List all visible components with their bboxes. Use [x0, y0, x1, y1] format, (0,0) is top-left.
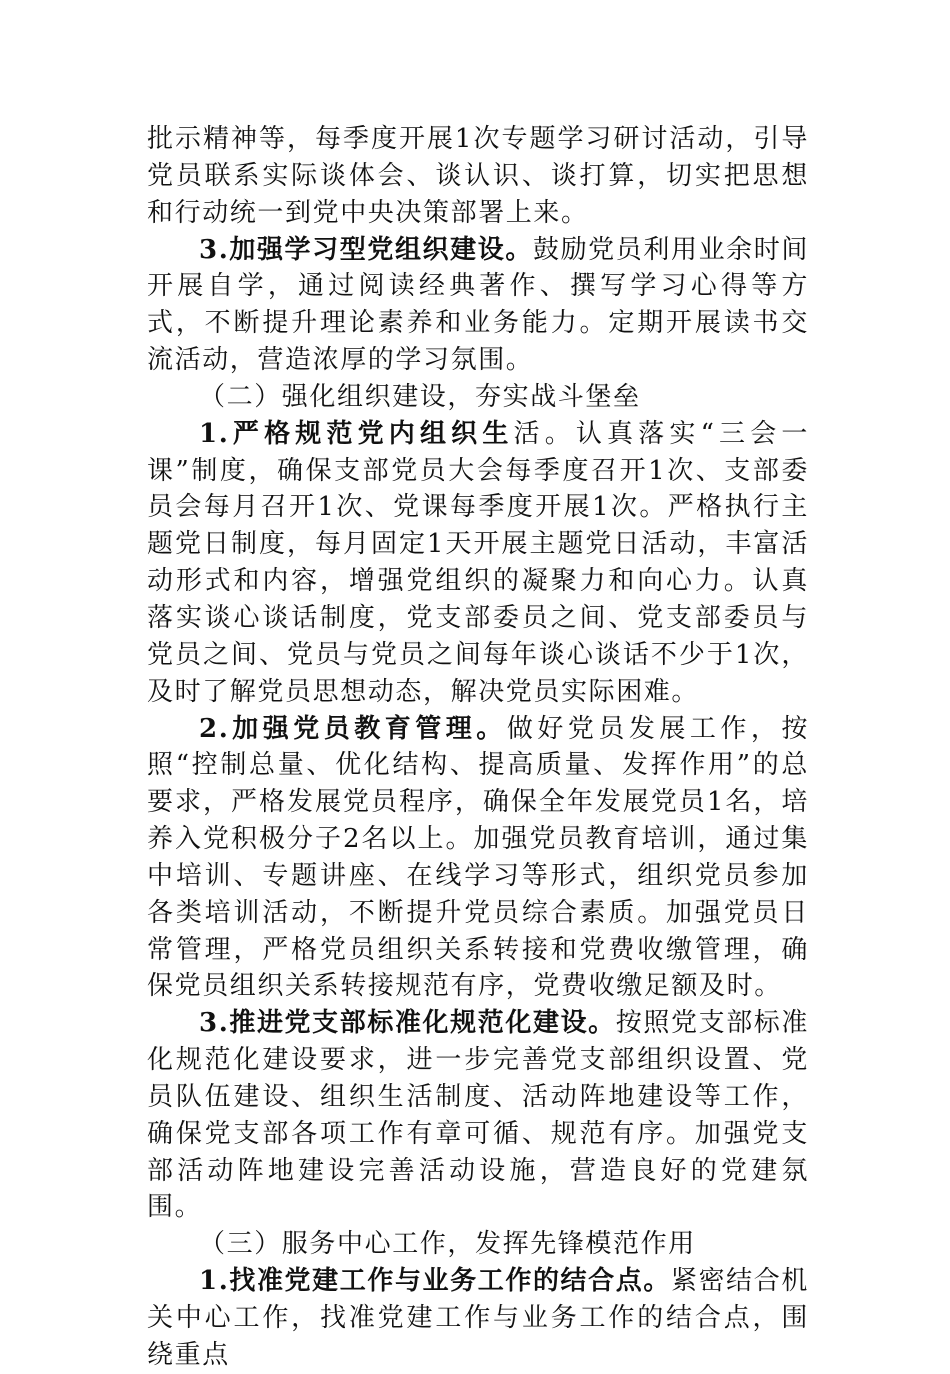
paragraph-text: 做好党员发展工作，按照“控制总量、优化结构、提高质量、发挥作用”的总要求，严格发展党员程序，确保全年发展党员1名，培养入党积极分子2名以上。加强党员教育培训，通过集中培训、专题讲座、在线学习等形式，组织党员参加各类培训活动，不断提升党员综合素质。加强党员日常管理，严格党员组织关系转接和党费收缴管理，确保党员组织关系转接规范有序，党费收缴足额及时。	[147, 713, 810, 1002]
paragraph-learning-org	[147, 232, 809, 379]
section-heading-text: （二）强化组织建设，夯实战斗堡垒	[199, 381, 641, 412]
paragraph-lead: 1.找准党建工作与业务工作的结合点。	[199, 1266, 671, 1297]
paragraph-member-education	[147, 711, 809, 1006]
paragraph-text: 按照党支部标准化规范化建设要求，进一步完善党支部组织设置、党员队伍建设、组织生活制度、活动阵地建设等工作，确保党支部各项工作有章可循、规范有序。加强党支部活动阵地建设完善活动设施，营造良好的党建氛围。	[147, 1008, 809, 1223]
paragraph-standardization	[147, 1005, 809, 1226]
paragraph-text: 鼓励党员利用业余时间开展自学，通过阅读经典著作、撰写学习心得等方式，不断提升理论素养和业务能力。定期开展读书交流活动，营造浓厚的学习氛围。	[147, 234, 809, 376]
document-body	[147, 121, 809, 1374]
paragraph-text: 活。认真落实“三会一课”制度，确保支部党员大会每季度召开1次、支部委员会每月召开1次、党课每季度开展1次。严格执行主题党日制度，每月固定1天开展主题党日活动，丰富活动形式和内容，增强党组织的凝聚力和向心力。认真落实谈心谈话制度，党支部委员之间、党支部委员与党员之间、党员与党员之间每年谈心谈话不少于1次，及时了解党员思想动态，解决党员实际困难。	[147, 418, 809, 707]
paragraph-integration	[147, 1263, 809, 1374]
paragraph-lead: 3.推进党支部标准化规范化建设。	[199, 1008, 616, 1039]
paragraph-lead: 2.加强党员教育管理。	[199, 713, 507, 744]
paragraph-lead: 1.严格规范党内组织生	[199, 418, 514, 449]
paragraph-lead: 3.加强学习型党组织建设。	[199, 234, 533, 265]
section-heading-3	[147, 1226, 809, 1263]
paragraph-continuation	[147, 121, 809, 232]
paragraph-text: 紧密结合机关中心工作，找准党建工作与业务工作的结合点，围绕重点	[147, 1266, 809, 1370]
paragraph-org-life	[147, 416, 809, 711]
paragraph-text: 批示精神等，每季度开展1次专题学习研讨活动，引导党员联系实际谈体会、谈认识、谈打算，切实把思想和行动统一到党中央决策部署上来。	[147, 124, 809, 228]
section-heading-2	[147, 379, 809, 416]
section-heading-text: （三）服务中心工作，发挥先锋模范作用	[199, 1229, 696, 1260]
